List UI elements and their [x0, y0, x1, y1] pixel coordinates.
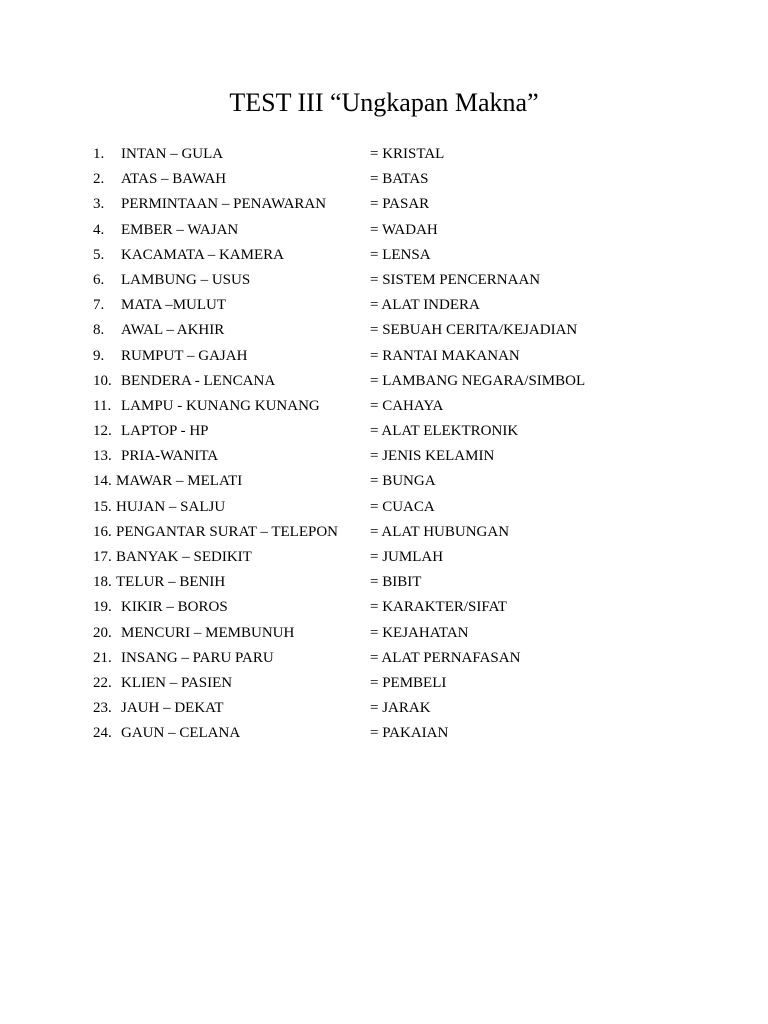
item-pair: PENGANTAR SURAT – TELEPON [116, 523, 339, 540]
item-pair: ATAS – BAWAH [121, 171, 227, 188]
item-meaning: = LENSA [370, 246, 431, 263]
item-number: 20. [93, 624, 112, 641]
item-number: 13. [93, 448, 112, 465]
list-item-5 [0, 243, 768, 268]
list-item-14 [0, 469, 768, 494]
item-pair: LAMBUNG – USUS [121, 271, 251, 288]
item-number: 21. [93, 649, 112, 666]
item-pair: BANYAK – SEDIKIT [116, 549, 252, 565]
item-pair: INTAN – GULA [121, 146, 224, 162]
list-item-1 [0, 142, 768, 167]
list-item-12 [0, 419, 768, 444]
item-number: 9. [93, 347, 105, 364]
item-pair: HUJAN – SALJU [116, 498, 226, 515]
item-number: 22. [93, 674, 112, 691]
item-pair: KACAMATA – KAMERA [121, 246, 284, 263]
item-meaning: = SISTEM PENCERNAAN [370, 271, 541, 288]
list-item-3 [0, 192, 768, 217]
list-item-21 [0, 646, 768, 671]
list-item-17 [0, 545, 768, 570]
item-meaning: = CAHAYA [370, 397, 444, 414]
item-pair: PRIA-WANITA [121, 448, 219, 465]
item-pair: BENDERA - LENCANA [121, 372, 276, 389]
item-pair: LAPTOP - HP [121, 423, 209, 440]
item-pair: EMBER – WAJAN [121, 221, 239, 238]
list-item-10 [0, 369, 768, 394]
item-meaning: = KEJAHATAN [370, 624, 469, 641]
list-item-19 [0, 595, 768, 620]
item-number: 7. [93, 297, 105, 314]
item-pair: RUMPUT – GAJAH [121, 347, 248, 364]
list-item-4 [0, 218, 768, 243]
item-meaning: = ALAT HUBUNGAN [370, 523, 510, 540]
item-meaning: = SEBUAH CERITA/KEJADIAN [370, 322, 578, 339]
item-number: 8. [93, 322, 105, 339]
item-meaning: = BUNGA [370, 473, 436, 490]
item-pair: INSANG – PARU PARU [121, 649, 274, 666]
item-meaning: = LAMBANG NEGARA/SIMBOL [370, 372, 586, 389]
item-pair: JAUH – DEKAT [121, 700, 224, 717]
item-pair: MENCURI – MEMBUNUH [121, 624, 295, 641]
item-number: 12. [93, 423, 112, 440]
item-pair: MATA –MULUT [121, 297, 227, 314]
item-meaning: = ALAT INDERA [370, 297, 480, 314]
item-pair: KLIEN – PASIEN [121, 674, 233, 691]
item-number: 16. [93, 523, 112, 540]
list-item-7 [0, 293, 768, 318]
item-number: 6. [93, 271, 105, 288]
list-item-24 [0, 721, 768, 746]
item-pair: GAUN – CELANA [121, 725, 241, 742]
list-item-22 [0, 671, 768, 696]
item-meaning: = JUMLAH [370, 549, 444, 565]
list-item-16 [0, 520, 768, 545]
item-meaning: = BATAS [370, 171, 429, 188]
item-meaning: = PASAR [370, 196, 430, 213]
item-number: 11. [93, 397, 112, 414]
item-meaning: = JARAK [370, 700, 431, 717]
list-item-23 [0, 696, 768, 721]
item-number: 24. [93, 725, 112, 742]
list-item-8 [0, 318, 768, 343]
list-item-15 [0, 495, 768, 520]
list-item-18 [0, 570, 768, 595]
item-pair: MAWAR – MELATI [116, 473, 243, 490]
item-number: 4. [93, 221, 105, 238]
item-meaning: = WADAH [370, 221, 438, 238]
item-pair: AWAL – AKHIR [121, 322, 225, 339]
item-number: 1. [93, 146, 105, 162]
item-number: 18. [93, 574, 112, 591]
list-item-2 [0, 167, 768, 192]
list-item-20 [0, 621, 768, 646]
item-number: 5. [93, 246, 105, 263]
page-title: TEST III “Ungkapan Makna” [229, 88, 539, 117]
item-meaning: = PEMBELI [370, 674, 447, 691]
item-number: 17. [93, 549, 112, 565]
item-meaning: = BIBIT [370, 574, 422, 591]
list-item-6 [0, 268, 768, 293]
item-meaning: = ALAT PERNAFASAN [370, 649, 521, 666]
list-item-11 [0, 394, 768, 419]
item-number: 23. [93, 700, 112, 717]
item-meaning: = KRISTAL [370, 146, 445, 162]
item-pair: KIKIR – BOROS [121, 599, 228, 616]
list-item-13 [0, 444, 768, 469]
item-list [0, 142, 768, 747]
item-number: 14. [93, 473, 112, 490]
item-pair: TELUR – BENIH [116, 574, 226, 591]
item-meaning: = KARAKTER/SIFAT [370, 599, 507, 616]
item-number: 15. [93, 498, 112, 515]
item-meaning: = RANTAI MAKANAN [370, 347, 520, 364]
list-item-9 [0, 344, 768, 369]
item-number: 19. [93, 599, 112, 616]
item-number: 2. [93, 171, 105, 188]
item-number: 10. [93, 372, 112, 389]
item-meaning: = JENIS KELAMIN [370, 448, 495, 465]
item-pair: LAMPU - KUNANG KUNANG [121, 397, 320, 414]
item-meaning: = PAKAIAN [370, 725, 449, 742]
item-number: 3. [93, 196, 105, 213]
item-meaning: = CUACA [370, 498, 435, 515]
item-meaning: = ALAT ELEKTRONIK [370, 423, 519, 440]
item-pair: PERMINTAAN – PENAWARAN [121, 196, 327, 213]
